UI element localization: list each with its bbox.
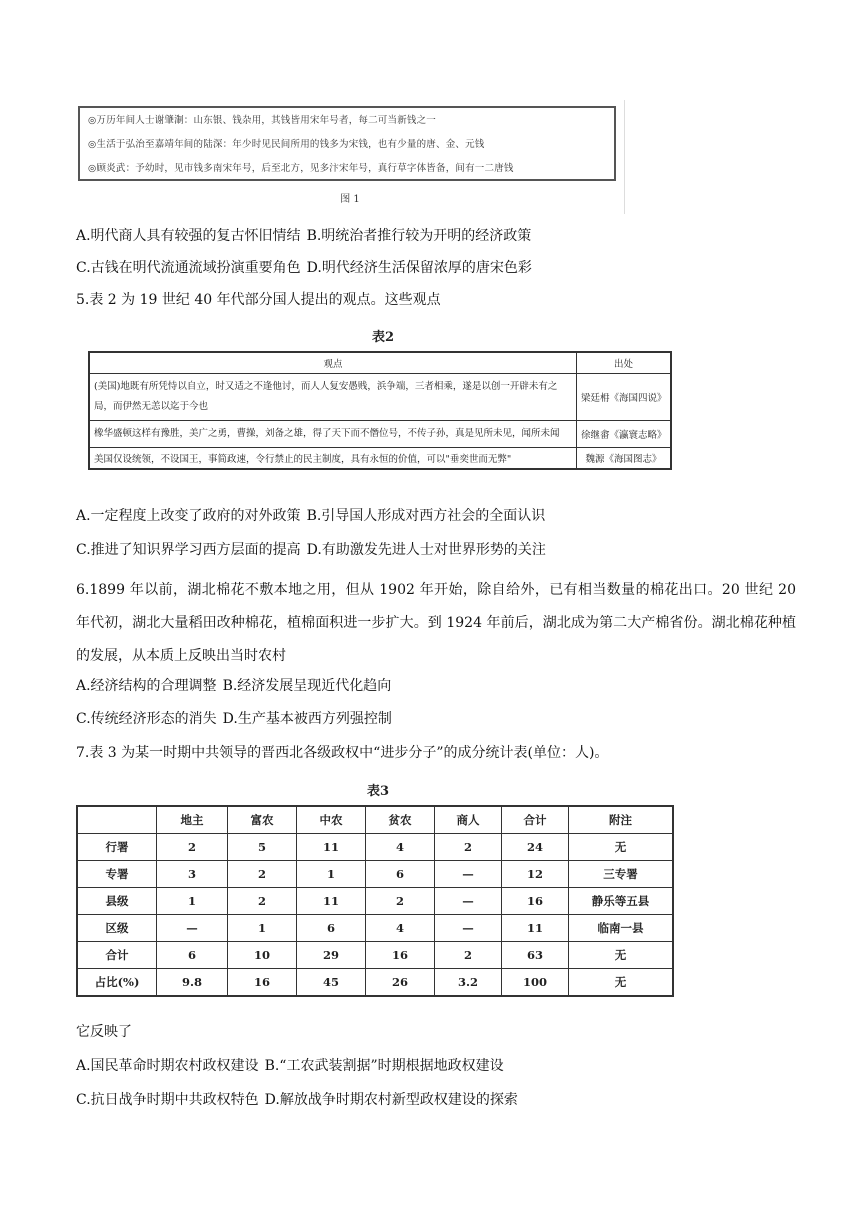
- table-cell: 6: [157, 942, 228, 969]
- q5-option-d[interactable]: D.有助激发先进人士对世界形势的关注: [306, 542, 546, 558]
- table-header: 中农: [297, 806, 366, 834]
- table-header: [77, 806, 157, 834]
- figure-1-quote: ◎顾炎武：予幼时，见市钱多南宋年号，后至北方，见多汴宋年号，真行草字体皆备，间有一二唐钱: [88, 163, 514, 174]
- figure-1: [76, 100, 625, 214]
- table-2-title: 表2: [371, 330, 395, 345]
- table-cell: 9.8: [157, 969, 228, 997]
- table-cell: 4: [366, 834, 435, 861]
- table-cell: 无: [569, 834, 674, 861]
- table-cell: 专署: [77, 861, 157, 888]
- table-cell: 3: [157, 861, 228, 888]
- table-row: [77, 915, 673, 942]
- q7-options-row: [76, 1056, 504, 1076]
- q7-option-a[interactable]: A.国民革命时期农村政权建设: [76, 1058, 259, 1074]
- q4-option-a[interactable]: A.明代商人具有较强的复古怀旧情结: [76, 228, 301, 244]
- table-cell: 16: [502, 888, 569, 915]
- table-cell: 4: [366, 915, 435, 942]
- table-2-grid: [88, 351, 672, 470]
- table-row: [77, 888, 673, 915]
- table-cell: 63: [502, 942, 569, 969]
- table-cell: 静乐等五县: [569, 888, 674, 915]
- table-row: [89, 421, 671, 448]
- table-row: [77, 969, 673, 997]
- q5-option-c[interactable]: C.推进了知识界学习西方层面的提高: [76, 542, 301, 558]
- table-row: [77, 861, 673, 888]
- table-cell: 美国仅设统领，不设国王，事简政速，令行禁止的民主制度，具有永恒的价值，可以"垂奕世而无弊": [89, 448, 577, 470]
- table-cell: 橡华盛顿这样有豫胜，美广之勇，曹操，刘备之雄，得了天下而不僭位号，不传子孙，真是见所未见，闻所未闻: [89, 421, 577, 448]
- table-cell: 5: [228, 834, 297, 861]
- table-2: [88, 326, 678, 470]
- q4-options-row: [76, 258, 532, 278]
- table-cell: 合计: [77, 942, 157, 969]
- table-cell: —: [435, 888, 502, 915]
- figure-1-quote: ◎生活于弘治至嘉靖年间的陆深：年少时见民间所用的钱多为宋钱，也有少量的唐、金、元钱: [88, 139, 485, 150]
- figure-1-box: [78, 106, 616, 181]
- table-cell: 2: [228, 861, 297, 888]
- q7-tail: 它反映了: [76, 1024, 132, 1040]
- q4-option-b[interactable]: B.明统治者推行较为开明的经济政策: [306, 228, 532, 244]
- q6-options-row: [76, 676, 391, 696]
- table-cell: 45: [297, 969, 366, 997]
- table-cell: 无: [569, 969, 674, 997]
- q5-option-b[interactable]: B.引导国人形成对西方社会的全面认识: [306, 508, 546, 524]
- table-cell: 梁廷枏《海国四说》: [577, 374, 672, 421]
- table-cell: —: [435, 861, 502, 888]
- q5-options-row: [76, 540, 546, 560]
- table-row: [77, 834, 673, 861]
- table-cell: 2: [228, 888, 297, 915]
- table-cell: 1: [297, 861, 366, 888]
- table-header: 富农: [228, 806, 297, 834]
- table-cell: —: [157, 915, 228, 942]
- q6-option-c[interactable]: C.传统经济形态的消失: [76, 711, 217, 727]
- table-cell: 占比(%): [77, 969, 157, 997]
- table-cell: 无: [569, 942, 674, 969]
- table-cell: 行署: [77, 834, 157, 861]
- q6-stem: 6.1899 年以前，湖北棉花不敷本地之用，但从 1902 年开始，除自给外，已有相当数量的棉花出口。20 世纪 20 年代初，湖北大量稻田改种棉花，植棉面积进一步扩大。到 1924 年前后，湖北成为第二大产棉省份。湖北棉花种植的发展，从本质上反映出当时农村: [76, 582, 796, 664]
- q4-options-row: [76, 226, 531, 246]
- table-cell: 区级: [77, 915, 157, 942]
- table-header: 附注: [569, 806, 674, 834]
- table-cell: 三专署: [569, 861, 674, 888]
- table-cell: 11: [297, 888, 366, 915]
- table-header: 贫农: [366, 806, 435, 834]
- table-cell: —: [435, 915, 502, 942]
- table-cell: 100: [502, 969, 569, 997]
- q4-option-c[interactable]: C.古钱在明代流通流域扮演重要角色: [76, 260, 301, 276]
- table-3-grid: [76, 805, 674, 997]
- table-cell: 3.2: [435, 969, 502, 997]
- table-cell: 11: [502, 915, 569, 942]
- table-cell: 1: [157, 888, 228, 915]
- table-cell: 11: [297, 834, 366, 861]
- table-cell: 24: [502, 834, 569, 861]
- table-cell: (美国)地既有所凭恃以自立，时又适之不逢他讨，而人人复安愚贱，浜争端，三者相乘，遂是以创一开辟未有之局，而伊然无恙以迄于今也: [89, 374, 577, 421]
- table-3-title: 表3: [366, 784, 390, 799]
- q5-options-row: [76, 506, 545, 526]
- table-row: [89, 448, 671, 470]
- table-cell: 县级: [77, 888, 157, 915]
- q4-option-d[interactable]: D.明代经济生活保留浓厚的唐宋色彩: [306, 260, 532, 276]
- table-header: 合计: [502, 806, 569, 834]
- q7-options-row: [76, 1090, 518, 1110]
- figure-1-caption: 图 1: [340, 194, 360, 205]
- table-cell: 10: [228, 942, 297, 969]
- table-cell: 26: [366, 969, 435, 997]
- table-row: [89, 374, 671, 421]
- table-cell: 6: [297, 915, 366, 942]
- table-cell: 2: [435, 834, 502, 861]
- table-row: [77, 942, 673, 969]
- q7-option-c[interactable]: C.抗日战争时期中共政权特色: [76, 1092, 259, 1108]
- table-cell: 徐继畬《瀛寰志略》: [577, 421, 672, 448]
- q7-stem: 7.表 3 为某一时期中共领导的晋西北各级政权中“进步分子”的成分统计表(单位：人)。: [76, 745, 609, 761]
- figure-1-quote: ◎万历年间人士谢肇淛：山东银、钱杂用，其钱皆用宋年号者，每二可当新钱之一: [88, 115, 436, 126]
- q7-option-b[interactable]: B.“工农武装割据”时期根据地政权建设: [264, 1058, 504, 1074]
- q7-option-d[interactable]: D.解放战争时期农村新型政权建设的探索: [264, 1092, 518, 1108]
- table-cell: 2: [157, 834, 228, 861]
- table-cell: 魏源《海国图志》: [577, 448, 672, 470]
- table-row: [77, 806, 673, 834]
- table-cell: 16: [366, 942, 435, 969]
- table-cell: 临南一县: [569, 915, 674, 942]
- table-row: [89, 352, 671, 374]
- q5-stem: 5.表 2 为 19 世纪 40 年代部分国人提出的观点。这些观点: [76, 292, 441, 308]
- table-header: 出处: [577, 352, 672, 374]
- table-cell: 2: [366, 888, 435, 915]
- q5-option-a[interactable]: A.一定程度上改变了政府的对外政策: [76, 508, 301, 524]
- q6-option-d[interactable]: D.生产基本被西方列强控制: [222, 711, 392, 727]
- table-cell: 16: [228, 969, 297, 997]
- table-cell: 1: [228, 915, 297, 942]
- table-3: [76, 780, 680, 997]
- q6-option-b[interactable]: B.经济发展呈现近代化趋向: [222, 678, 392, 694]
- table-cell: 29: [297, 942, 366, 969]
- table-header: 商人: [435, 806, 502, 834]
- table-header: 观点: [89, 352, 577, 374]
- q6-option-a[interactable]: A.经济结构的合理调整: [76, 678, 217, 694]
- table-cell: 2: [435, 942, 502, 969]
- q6-options-row: [76, 709, 392, 729]
- table-header: 地主: [157, 806, 228, 834]
- table-cell: 12: [502, 861, 569, 888]
- table-cell: 6: [366, 861, 435, 888]
